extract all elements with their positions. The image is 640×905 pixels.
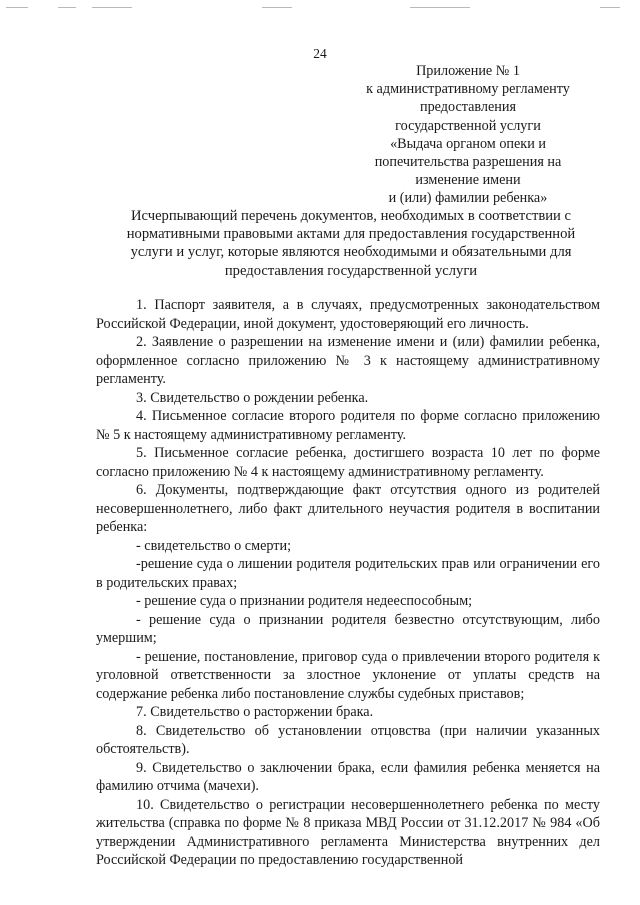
appendix-line: к административному регламенту <box>366 81 570 98</box>
appendix-line: и (или) фамилии ребенка» <box>388 190 548 207</box>
list-item: 10. Свидетельство о регистрации несовершеннолетнего ребенка по месту жительства (справка по форме № 8 приказа МВД России от 31.12.2017 № 984 «Об утверждении Административного регламента Министерства внутренних дел Российской Федерации по предоставлению государственной <box>96 796 600 868</box>
list-subitem: - решение, постановление, приговор суда о привлечении второго родителя к уголовной ответственности за злостное уклонение от уплаты средств на содержание ребенка либо постановление службы судебных приставов; <box>96 648 600 702</box>
scan-speck <box>6 7 28 8</box>
list-item: 5. Письменное согласие ребенка, достигшего возраста 10 лет по форме согласно приложению № 4 к настоящему административному регламенту. <box>96 445 600 480</box>
appendix-line: изменение имени <box>415 172 521 189</box>
list-item: 3. Свидетельство о рождении ребенка. <box>136 389 369 406</box>
appendix-header <box>350 62 586 208</box>
list-item: 2. Заявление о разрешении на изменение имени и (или) фамилии ребенка, оформленное согласно приложению № 3 к настоящему административному регламенту. <box>96 334 600 387</box>
list-subitem: - свидетельство о смерти; <box>136 537 292 554</box>
document-list <box>96 296 600 870</box>
scan-speck <box>262 7 292 8</box>
list-item: 1. Паспорт заявителя, а в случаях, предусмотренных законодательством Российской Федерации, иной документ, удостоверяющий его личность. <box>96 297 600 332</box>
title-line: предоставления государственной услуги <box>224 262 478 279</box>
scan-speck <box>410 7 470 8</box>
list-subitem: -решение суда о лишении родителя родительских прав или ограничении его в родительских правах; <box>96 556 600 591</box>
list-item: 9. Свидетельство о заключении брака, если фамилия ребенка меняется на фамилию отчима (мачехи). <box>96 759 600 794</box>
appendix-line: государственной услуги <box>395 117 541 134</box>
appendix-line: предоставления <box>419 99 517 116</box>
list-item: 4. Письменное согласие второго родителя по форме согласно приложению № 5 к настоящему административному регламенту. <box>96 408 600 443</box>
title-line: нормативными правовыми актами для предоставления государственной <box>126 226 576 243</box>
title-line: услуги и услуг, которые являются необходимыми и обязательными для <box>130 244 572 261</box>
scan-artifacts <box>0 4 640 12</box>
title-line: Исчерпывающий перечень документов, необходимых в соответствии с <box>131 208 571 224</box>
page-number: 24 <box>313 46 327 61</box>
scan-speck <box>58 7 76 8</box>
scan-speck <box>600 7 620 8</box>
scan-speck <box>92 7 132 8</box>
list-item: 8. Свидетельство об установлении отцовства (при наличии указанных обстоятельств). <box>96 722 600 757</box>
appendix-line: Приложение № 1 <box>416 63 520 79</box>
list-subitem: - решение суда о признании родителя безвестно отсутствующим, либо умершим; <box>96 611 600 646</box>
list-item: 6. Документы, подтверждающие факт отсутствия одного из родителей несовершеннолетнего, либо факт длительного неучастия родителя в воспитании ребенка: <box>96 482 600 535</box>
appendix-line: «Выдача органом опеки и <box>390 135 546 152</box>
list-subitem: - решение суда о признании родителя недееспособным; <box>136 593 473 609</box>
appendix-line: попечительства разрешения на <box>374 154 562 171</box>
list-item: 7. Свидетельство о расторжении брака. <box>136 704 374 720</box>
document-title <box>96 207 606 280</box>
